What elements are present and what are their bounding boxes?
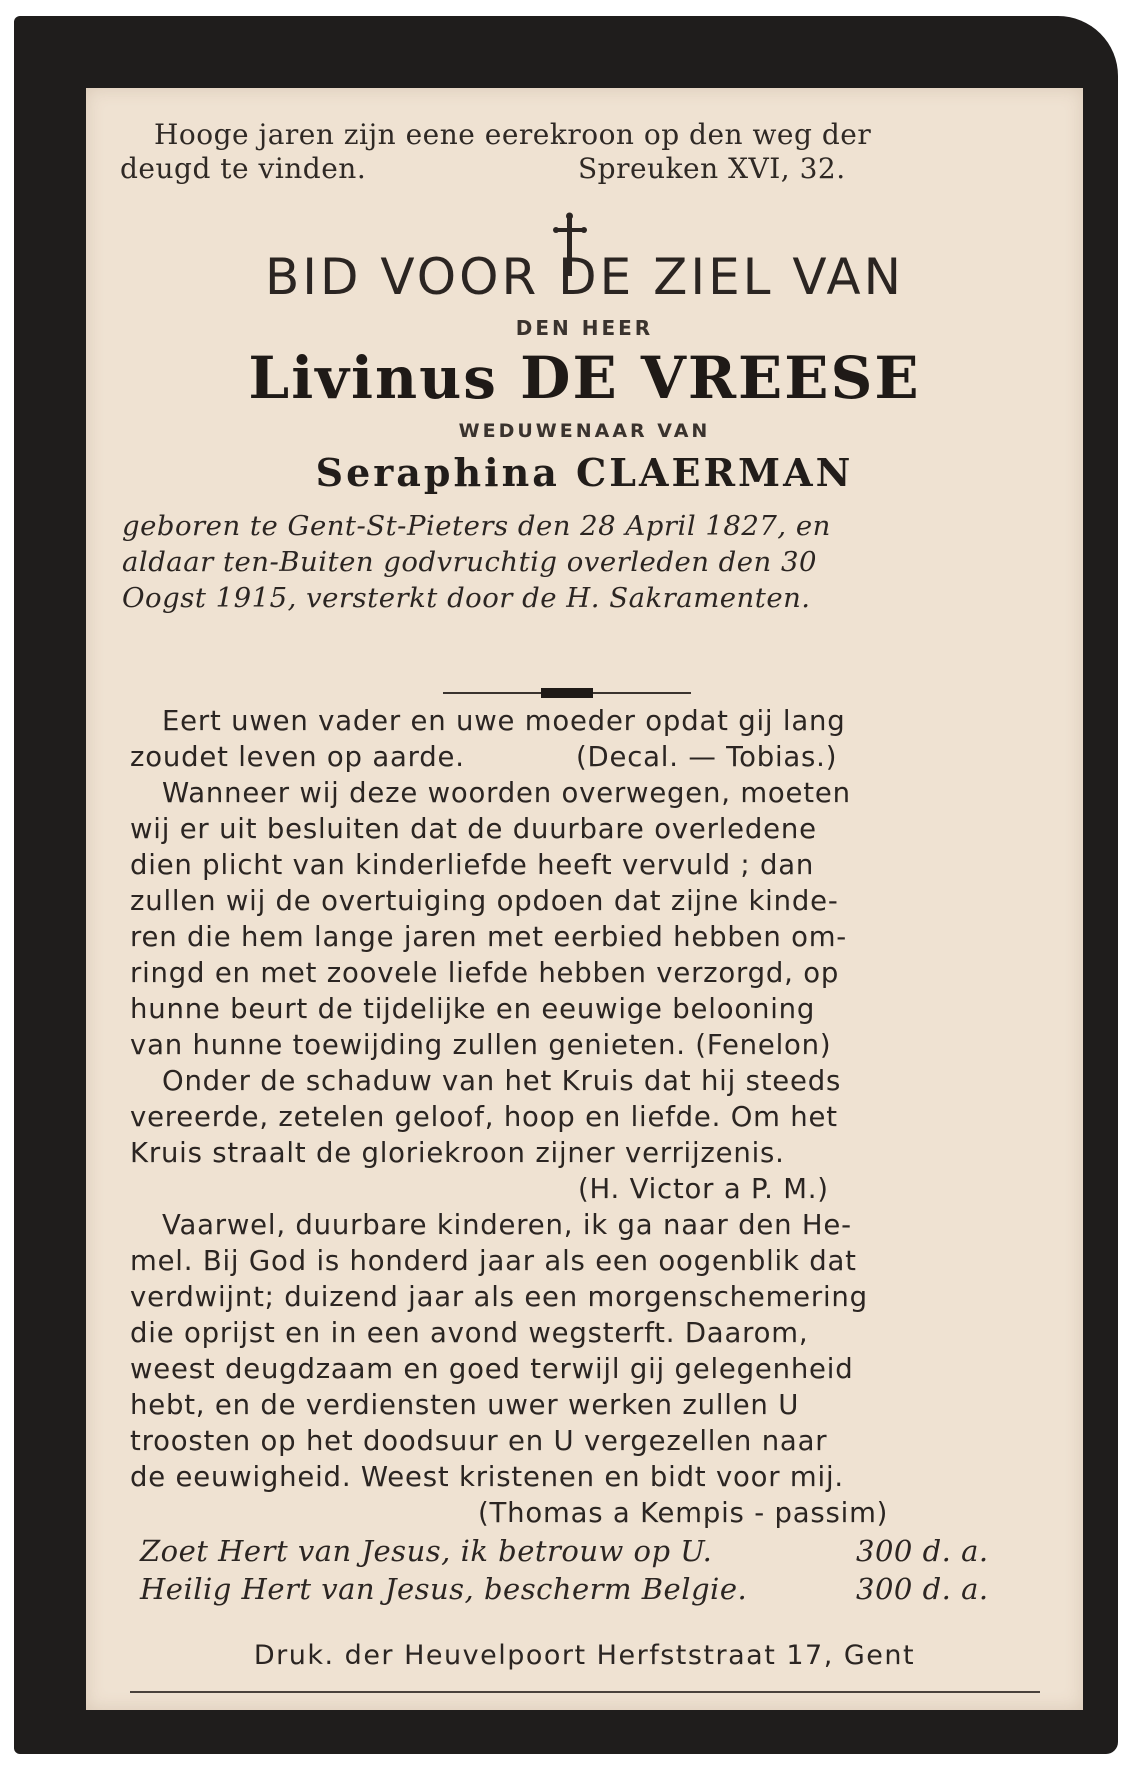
indulgence-days-1: 300 d. a. xyxy=(856,1534,989,1568)
body-p4-line-8: de eeuwigheid. Weest kristenen en bidt voor mij. xyxy=(130,1461,844,1493)
body-p4-source: (Thomas a Kempis - passim) xyxy=(478,1497,889,1529)
epigraph-source: Spreuken XVI, 32. xyxy=(578,152,846,185)
body-p2-line-7: hunne beurt de tijdelijke en eeuwige belooning xyxy=(130,993,816,1025)
body-p1-source: (Decal. — Tobias.) xyxy=(576,741,838,773)
epigraph-line-1: Hooge jaren zijn eene eerekroon op den weg der xyxy=(154,118,872,151)
memorial-card-paper xyxy=(86,88,1083,1710)
body-p2-line-8: van hunne toewijding zullen genieten. (Fenelon) xyxy=(130,1029,832,1061)
birth-death-line-1: geboren te Gent-St-Pieters den 28 April 1827, en xyxy=(122,510,831,542)
body-p2-line-1: Wanneer wij deze woorden overwegen, moeten xyxy=(162,777,851,809)
printer-imprint: Druk. der Heuvelpoort Herfststraat 17, Gent xyxy=(253,1640,916,1671)
heading-bid-voor-de-ziel: BID VOOR DE ZIEL VAN xyxy=(264,248,905,306)
indulgence-prayer-2: Heilig Hert van Jesus, bescherm Belgie. xyxy=(140,1572,748,1606)
body-p4-line-5: weest deugdzaam en goed terwijl gij gelegenheid xyxy=(130,1353,854,1385)
body-p4-line-3: verdwijnt; duizend jaar als een morgenschemering xyxy=(130,1281,868,1313)
body-p2-line-6: ringd en met zoovele liefde hebben verzorgd, op xyxy=(130,957,840,989)
body-p4-line-6: hebt, en de verdiensten uwer werken zullen U xyxy=(130,1389,800,1421)
relation-label: WEDUWENAAR VAN xyxy=(458,420,711,442)
body-p2-line-2: wij er uit besluiten dat de duurbare overledene xyxy=(130,813,817,845)
body-p2-line-4: zullen wij de overtuiging opdoen dat zijne kinde- xyxy=(130,885,839,917)
body-p4-line-1: Vaarwel, duurbare kinderen, ik ga naar den He- xyxy=(162,1209,852,1241)
body-p3-line-1: Onder de schaduw van het Kruis dat hij steeds xyxy=(162,1065,842,1097)
title-prefix: DEN HEER xyxy=(515,316,654,340)
bottom-rule xyxy=(130,1691,1040,1693)
body-p3-line-2: vereerde, zetelen geloof, hoop en liefde. Om het xyxy=(130,1101,838,1133)
epigraph-line-2-left: deugd te vinden. xyxy=(120,152,367,185)
body-p4-line-2: mel. Bij God is honderd jaar als een oogenblik dat xyxy=(130,1245,857,1277)
mourning-card-border xyxy=(14,16,1118,1754)
birth-death-line-3: Oogst 1915, versterkt door de H. Sakramenten. xyxy=(122,582,811,614)
indulgence-prayer-1: Zoet Hert van Jesus, ik betrouw op U. xyxy=(140,1534,713,1568)
body-p1-line-1: Eert uwen vader en uwe moeder opdat gij lang xyxy=(162,705,846,737)
body-p1-line-2: zoudet leven op aarde. xyxy=(130,741,465,773)
body-p4-line-4: die oprijst en in een avond wegsterft. Daarom, xyxy=(130,1317,809,1349)
body-p3-line-3: Kruis straalt de gloriekroon zijner verrijzenis. xyxy=(130,1137,785,1169)
spouse-name: Seraphina CLAERMAN xyxy=(315,450,854,495)
deceased-name: Livinus DE VREESE xyxy=(248,344,921,412)
divider-ornament xyxy=(541,688,593,698)
body-p3-source: (H. Victor a P. M.) xyxy=(578,1173,829,1205)
body-p2-line-3: dien plicht van kinderliefde heeft vervuld ; dan xyxy=(130,849,815,881)
birth-death-line-2: aldaar ten-Buiten godvruchtig overleden den 30 xyxy=(122,546,817,578)
body-p2-line-5: ren die hem lange jaren met eerbied hebben om- xyxy=(130,921,848,953)
body-p4-line-7: troosten op het doodsuur en U vergezellen naar xyxy=(130,1425,828,1457)
indulgence-days-2: 300 d. a. xyxy=(856,1572,989,1606)
